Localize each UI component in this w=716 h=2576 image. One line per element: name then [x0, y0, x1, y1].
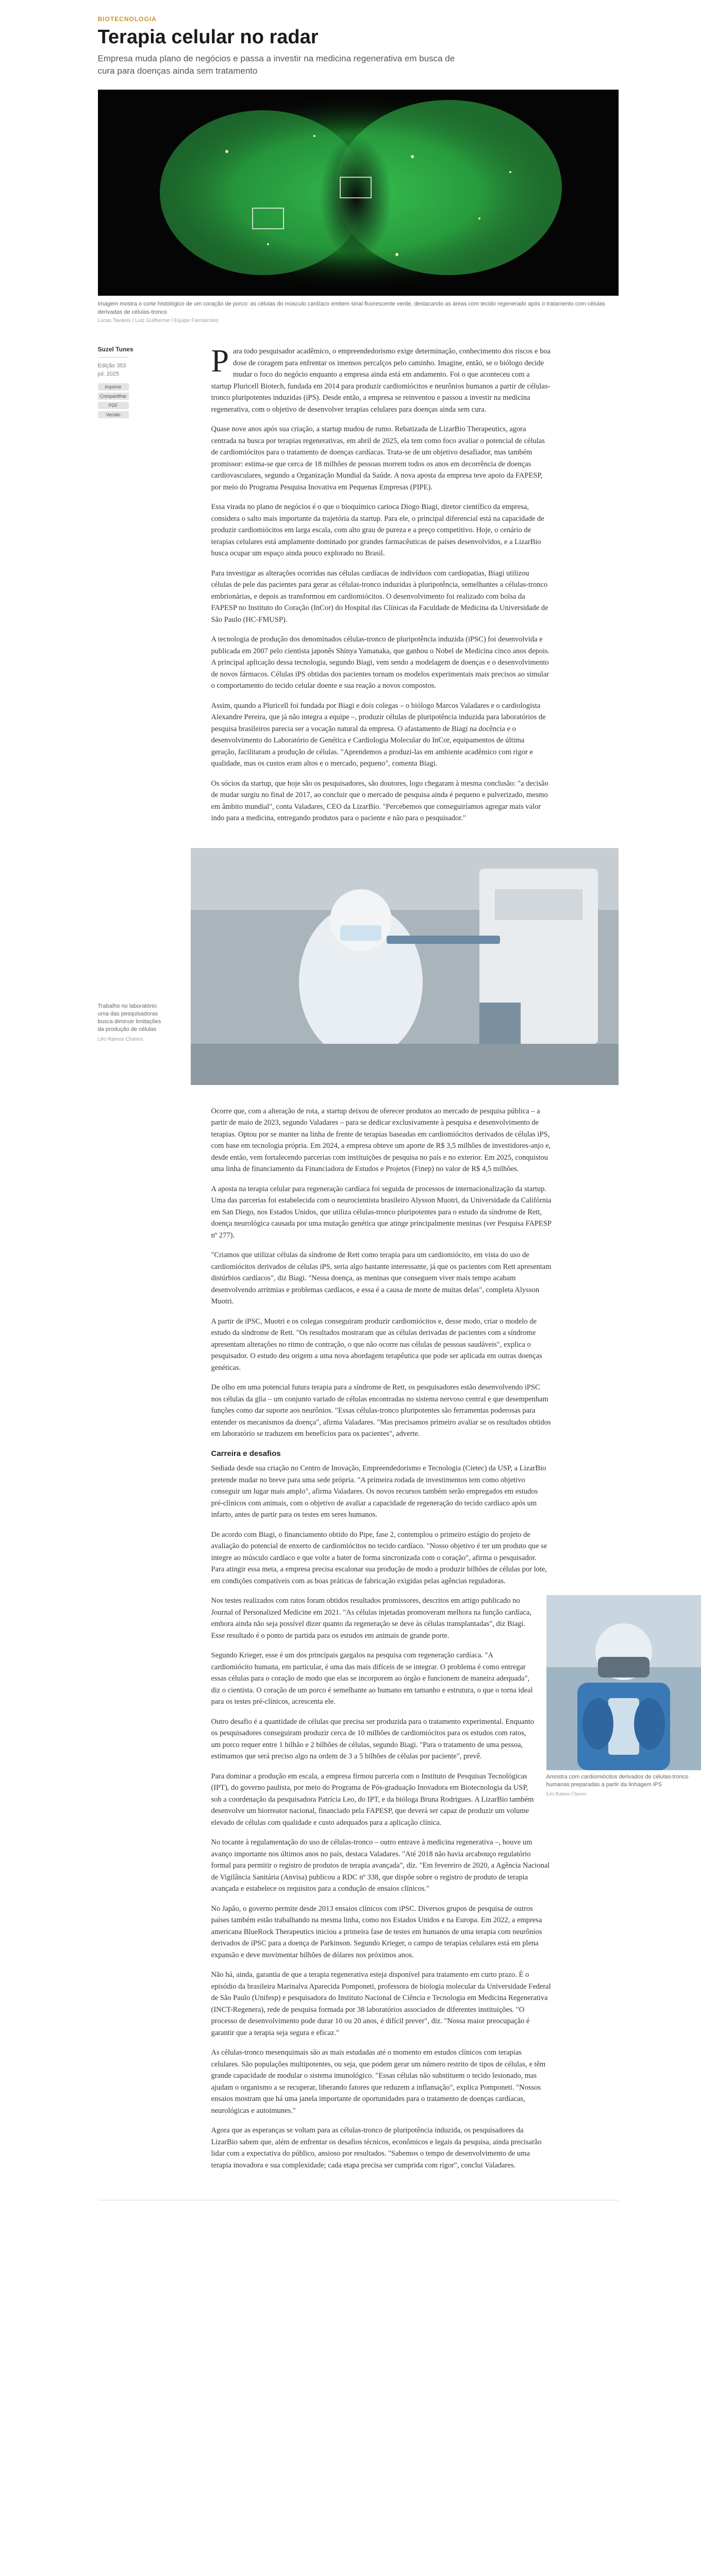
- paragraph: A aposta na terapia celular para regeneração cardíaca foi seguida de processos de internacionalização da startup. Uma das parcerias foi estabelecida com o neurocientista brasileiro Alysson Muotri, da Universidade da Califórnia em San Diego, nos Estados Unidos, que utiliza células-tronco pluripotentes para o estudo da síndrome de Rett, doença neurológica causada por uma mutação genética que atinge principalmente meninas (ver Pesquisa FAPESP nº 277).: [211, 1184, 552, 1240]
- paragraph: Assim, quando a Pluricell foi fundada por Biagi e dois colegas – o biólogo Marcos Valadares e o cardiologista Alexandre Pereira, que já não integra a equipe –, produzir células de pluripotência induzida para laboratórios de pesquisa brasileiros parecia ser a vocação natural da empresa. O afastamento de Biagi na docência e o desenvolvimento do Laboratório de Genética e Cardiologia Molecular do InCor, equipamentos de última geração, facilitaram a produção de células. "Aprendemos a produzi-las em ambiente acadêmico com rigor e qualidade, mas os custos eram altos e o mercado, pequeno", comenta Biagi.: [211, 701, 546, 768]
- paragraph: A tecnologia de produção dos denominados células-tronco de pluripotência induzida (iPSC) foi desenvolvida e publicada em 2007 pelo cientista japonês Shinya Yamanaka, que ganhou o Nobel de Medicina cinco anos depois. A principal aplicação dessa tecnologia, segundo Biagi, vem sendo a modelagem de doenças e o desenvolvimento de novos fármacos. Células iPS obtidas dos pacientes tornam os modelos experimentais mais precisos ao simular o comportamento do tecido celular doente e sua reação a novos compostos.: [211, 635, 550, 690]
- article-section-1: [98, 346, 619, 833]
- paragraph: Para investigar as alterações ocorridas nas células cardíacas de indivíduos com cardiopatias, Biagi utilizou células de pele das pacientes para gerar as células-tronco induzidas à pluripotência, semelhantes a células-tronco embrionárias, e depois as transformou em cardiomiócitos. O desenvolvimento foi realizado com bolsa da FAPESP no Instituto do Coração (InCor) do Hospital das Clínicas da Faculdade de Medicina da Universidade de São Paulo (HC-FMUSP).: [211, 569, 548, 624]
- paragraph: "Criamos que utilizar células da síndrome de Rett como terapia para um cardiomiócito, em vista do uso de cardiomiócitos derivados de células iPS, seria algo bastante interessante, já que os pacientes com Rett apresentam distúrbios cardíacos", diz Biagi. "Nessa doença, as meninas que conseguem viver mais tempo acabam desenvolvendo arritmias e problemas cardíacos, e essa é a causa de morte de muitas delas", completa Alysson Muotri.: [211, 1251, 552, 1306]
- article-section-2: [98, 1106, 689, 2180]
- gloves-figure-credit: Léo Ramos Chaves: [546, 1791, 587, 1797]
- print-button[interactable]: Imprimir: [98, 383, 129, 391]
- article-body-continued: [211, 1106, 689, 2180]
- paragraph: Quase nove anos após sua criação, a startup mudou de rumo. Rebatizada de LizarBio Therapeutics, agora centrada na busca por terapias regenerativas, em abril de 2025, ela tem como foco avaliar o potencial de células de cardiomiócitos para o tratamento de doenças cardíacas. Trata-se de um objetivo desafiador, mas também promissor: estima-se que cerca de 18 milhões de pessoas morrem todos os anos em decorrência de doenças cardiovasculares, segundo a Organização Mundial da Saúde. A nova aposta da empresa teve apoio da FAPESP, por meio do Programa Pesquisa Inovativa em Pequenas Empresas (PIPE).: [211, 425, 545, 492]
- author-name[interactable]: Suzel Tunes: [97, 346, 134, 353]
- paragraph: De acordo com Biagi, o financiamento obtido do Pipe, fase 2, contemplou o primeiro estágio do projeto de avaliação do potencial de enxerto de cardiomiócitos no tecido cardíaco. "Nosso objetivo é ter um produto que se integre ao músculo cardíaco e que volte a bater de forma sincronizada com o coração", afirma o pesquisador. Para atingir essa meta, a empresa precisa escalonar sua produção de modo a produzir bilhões de células por lote, em condições compatíveis com as boas práticas de fabricação exigidas pelas agências reguladoras.: [211, 1530, 547, 1585]
- paragraph: A partir de iPSC, Muotri e os colegas conseguiram produzir cardiomiócitos e, desse modo, criar o modelo de estudo da síndrome de Rett. "Os resultados mostraram que as células derivadas de pacientes com a síndrome apresentam alterações no ritmo de contração, o que não ocorre nas células de pessoas saudáveis", explica o pesquisador. O estudo deu origem a uma nova abordagem terapêutica que pode ser aplicada em outras doenças genéticas.: [211, 1317, 542, 1372]
- drop-cap: P: [211, 344, 229, 379]
- lab-figure-credit: Léo Ramos Chaves: [97, 1036, 143, 1042]
- paragraph: No Japão, o governo permite desde 2013 ensaios clínicos com iPSC. Diversos grupos de pesquisa de outros países também estão trabalhando na mesma linha, como nos Estados Unidos e na Europa. Em 2022, a empresa americana BlueRock Therapeutics iniciou a primeira fase de testes em humanos de uma terapia com neurônios derivados de iPSC para a doença de Parkinson. Segundo Krieger, o campo de terapias celulares está em plena expansão e deve movimentar bilhões de dólares nos próximos anos.: [211, 1904, 542, 1959]
- article-subtitle: Empresa muda plano de negócios e passa a investir na medicina regenerativa em busca de cura para doenças ainda sem tratamento: [97, 54, 455, 76]
- paragraph: Não há, ainda, garantia de que a terapia regenerativa esteja disponível para tratamento em curto prazo. É o episódio da brasileira Marinalva Aparecida Pomponeti, professora de biologia molecular da Universidade Federal de São Paulo (Unifesp) e pesquisadora do Instituto Nacional de Ciência e Tecnologia em Medicina Regenerativa (INCT-Regenera), rede de pesquisa formada por 38 laboratórios associados de diferentes instituições. "O processo de desenvolvimento pode durar 10 ou 20 anos, é difícil prever", diz. "Nossa maior preocupação é garantir que a terapia seja segura e eficaz.": [211, 1971, 551, 2037]
- paragraph: Outro desafio é a quantidade de células que precisa ser produzida para o tratamento experimental. Enquanto os pesquisadores conseguiram produzir cerca de 10 milhões de cardiomiócitos para os estudos com ratos, um porco requer entre 1 bilhão e 2 bilhões de células, segundo Biagi. "Para o tratamento de uma pessoa, estimamos que será preciso algo na ordem de 3 a 5 bilhões de células por paciente", prevê.: [211, 1717, 534, 1760]
- paragraph: Para todo pesquisador acadêmico, o empreendedorismo exige determinação, conhecimento dos riscos e boa dose de coragem para enfrentar os imensos percalços pelo caminho. Imagine, então, se o biólogo decide mudar o foco do negócio enquanto a empresa ainda está em andamento. Foi o que aconteceu com a startup Pluricell Biotech, fundada em 2014 para produzir cardiomiócitos e neurônios humanos a partir de células-tronco pluripotentes induzidas (iPS). Desde então, a empresa se reinventou e passou a investir na medicina regenerativa, com o objetivo de desenvolver terapias celulares para doenças ainda sem cura.: [211, 344, 551, 414]
- edition-label: Edição 353: [97, 363, 126, 369]
- sidebar-divider: [98, 357, 129, 358]
- edition-date: jul. 2025: [97, 371, 120, 377]
- paragraph: As células-tronco mesenquimais são as mais estudadas até o momento em estudos clínicos com terapias celulares. São populações multipotentes, ou seja, que podem gerar um número restrito de tipos de células, e têm grande capacidade de modular o sistema imunológico. "Essas células não substituem o tecido lesionado, mas ajudam o organismo a se recuperar, liberando fatores que reduzem a inflamação", explica Pomponeti. "Nossos ensaios mostram que há uma janela importante de oportunidades para o tratamento de doenças cardíacas, neurológicas e autoimunes.": [211, 2048, 546, 2115]
- lab-photo: [191, 848, 619, 1085]
- share-button[interactable]: Compartilhar: [98, 393, 129, 400]
- article-sidebar: [98, 346, 165, 833]
- gloves-figure-caption: Amostra com cardiomiócitos derivados de células-tronco humanas preparadas a partir da linhagem iPS: [546, 1774, 689, 1788]
- paragraph: No tocante à regulamentação do uso de células-tronco – outro entrave à medicina regenerativa –, houve um avanço importante nos últimos anos no país, destaca Valadares. "Até 2018 não havia arcabouço regulatório formal para permitir o registro de produtos de terapia avançada", diz. "Em fevereiro de 2020, a Agência Nacional de Vigilância Sanitária (Anvisa) publicou a RDC nº 338, que dispõe sobre o registro de produto de terapia avançada e estabelece os requisitos para a condução de ensaios clínicos.": [211, 1838, 550, 1893]
- lab-figure-caption-block: [98, 848, 165, 1085]
- fluorescent-heart-section-image: [98, 90, 619, 296]
- article-title: Terapia celular no radar: [97, 26, 319, 48]
- paragraph: Os sócios da startup, que hoje são os pesquisadores, são doutores, logo chegaram à mesma conclusão: "a decisão de mudar surgiu no final de 2017, ao concluir que o mercado de pesquisa ainda é pequeno e pulverizado, mesmo em âmbito mundial", conta Valadares, CEO da LizarBio. "Percebemos que conseguiríamos agregar mais valor indo para a medicina, entregando produtos para o paciente e não para o pesquisador.": [211, 779, 548, 822]
- hero-caption-block: [98, 300, 619, 325]
- paragraph: Sediada desde sua criação no Centro de Inovação, Empreendedorismo e Tecnologia (Cietec) da USP, a LizarBio pretende mudar no breve para uma sede própria. "A primeira rodada de investimentos tem como objetivo conseguir um lugar mais amplo", afirma Valadares. Os novos recursos também serão empregados em estudos pré-clínicos com animais, com o objetivo de avaliar a capacidade de regeneração do tecido cardíaco após um infarto, antes de partir para os testes em seres humanos.: [211, 1464, 546, 1519]
- gloves-photo: [546, 1595, 701, 1770]
- version-button[interactable]: Versão: [98, 411, 129, 418]
- paragraph: Segundo Krieger, esse é um dos principais gargalos na pesquisa com regeneração cardíaca. "A cardiomiócito humana, em particular, é uma das mais difíceis de se integrar. O problema é como entregar essas células para o coração de modo que elas se incorporem ao órgão e funcionem de maneira adequada", diz o cientista. O coração de um porco é semelhante ao humano em tamanho e estrutura, o que o torna ideal para os testes pré-clínicos, acrescenta ele.: [211, 1651, 533, 1706]
- hero-credit: Lucas Tavares / Luiz Guilherme / Equipe Farmacotec: [97, 318, 219, 324]
- share-tools: [98, 383, 165, 418]
- lab-figure-caption: Trabalho no laboratório: uma das pesquisadoras busca diminuir limitações da produção de células: [97, 1003, 161, 1032]
- paragraph: De olho em uma potencial futura terapia para a síndrome de Rett, os pesquisadores estão desenvolvendo iPSC nos células da glia – um conjunto variado de células encontradas no sistema nervoso central e que desempenham funções como dar suporte aos neurônios. "Essas células-tronco pluripotentes são ferramentas poderosas para entender os mecanismos da doença", afirma Valadares. "Mas precisamos primeiro avaliar se os resultados obtidos em laboratório se traduzem em benefícios para os pacientes", adverte.: [211, 1383, 551, 1438]
- hero-image: [98, 90, 619, 296]
- hero-caption: Imagem mostra o corte histológico de um coração de porco: as células do músculo cardíaco emitem sinal fluorescente verde, destacando as áreas com tecido regenerado após o tratamento com células derivadas de células-tronco: [97, 301, 605, 315]
- paragraph: Ocorre que, com a alteração de rota, a startup deixou de oferecer produtos ao mercado de pesquisa pública – a partir de maio de 2023, segundo Valadares – para se dedicar exclusivamente à pesquisa e desenvolvimento de terapias. Optou por se manter na linha de frente de terapias baseadas em cardiomiócitos derivados de células iPS, com base em tecnologia própria. Em 2024, a empresa obteve um aporte de R$ 3,5 milhões de investidores-anjo e, desde então, vem fortalecendo parcerias com instituições de pesquisa no país e no exterior. Em 2025, conquistou uma linha de financiamento da Financiadora de Estudos e Projetos (Finep) no valor de R$ 4,5 milhões.: [211, 1107, 551, 1173]
- article-header: [98, 0, 619, 77]
- section-heading: Carreira e desafios: [211, 1449, 281, 1458]
- sidebar-spacer: [98, 1106, 165, 2180]
- paragraph: Para dominar a produção em escala, a empresa firmou parceria com o Instituto de Pesquisas Tecnológicas (IPT), do governo paulista, por meio do Programa de Pós-graduação Inovadora em Biotecnologia da USP, sob a coordenação da pesquisadora Patrícia Leo, do IPT, e da bióloga Bruna Rodrigues. A LizarBio também desenvolve um biorreator nacional, financiado pela FAPESP, que deverá ser capaz de produzir um volume elevado de células com qualidade e custo adequados para a aplicação clínica.: [211, 1772, 534, 1827]
- paragraph: Nos testes realizados com ratos foram obtidos resultados promissores, descritos em artigo publicado no Journal of Personalized Medicine em 2021. "As células injetadas promoveram melhora na função cardíaca, embora ainda não seja possível dizer quanto da regeneração se deve às células transplantadas", diz Biagi. Esse resultado é o ponto de partida para os estudos em animais de grande porte.: [211, 1597, 532, 1640]
- researcher-sample-image: [546, 1595, 701, 1770]
- lab-figure: [98, 848, 619, 1085]
- pdf-button[interactable]: PDF: [98, 402, 129, 409]
- section-kicker[interactable]: BIOTECNOLOGIA: [97, 15, 157, 23]
- paragraph: Agora que as esperanças se voltam para as células-tronco de pluripotência induzida, os pesquisadores da LizarBio sabem que, além de enfrentar os desafios técnicos, econômicos e legais da pesquisa, ainda precisarão lidar com a expectativa do público, ansioso por resultados. "Sabemos o tempo de desenvolvimento de uma terapia inovadora e sua complexidade; cada etapa precisa ser cumprida com rigor", conclui Valadares.: [211, 2126, 542, 2170]
- paragraph: Essa virada no plano de negócios é o que o bioquímico carioca Diogo Biagi, diretor científico da empresa, considera o salto mais importante da trajetória da startup. Para ele, o principal diferencial está na capacidade de produzir cardiomiócitos em larga escala, com alto grau de pureza e a preço competitivo. Hoje, o cenário de terapias celulares está amplamente dominado por grandes farmacêuticas de países desenvolvidos, e a LizarBio busca ocupar um espaço ainda pouco explorado no Brasil.: [211, 503, 544, 557]
- gloves-figure: [546, 1595, 701, 1801]
- article-body: [211, 346, 552, 833]
- lab-researcher-image: [191, 848, 619, 1085]
